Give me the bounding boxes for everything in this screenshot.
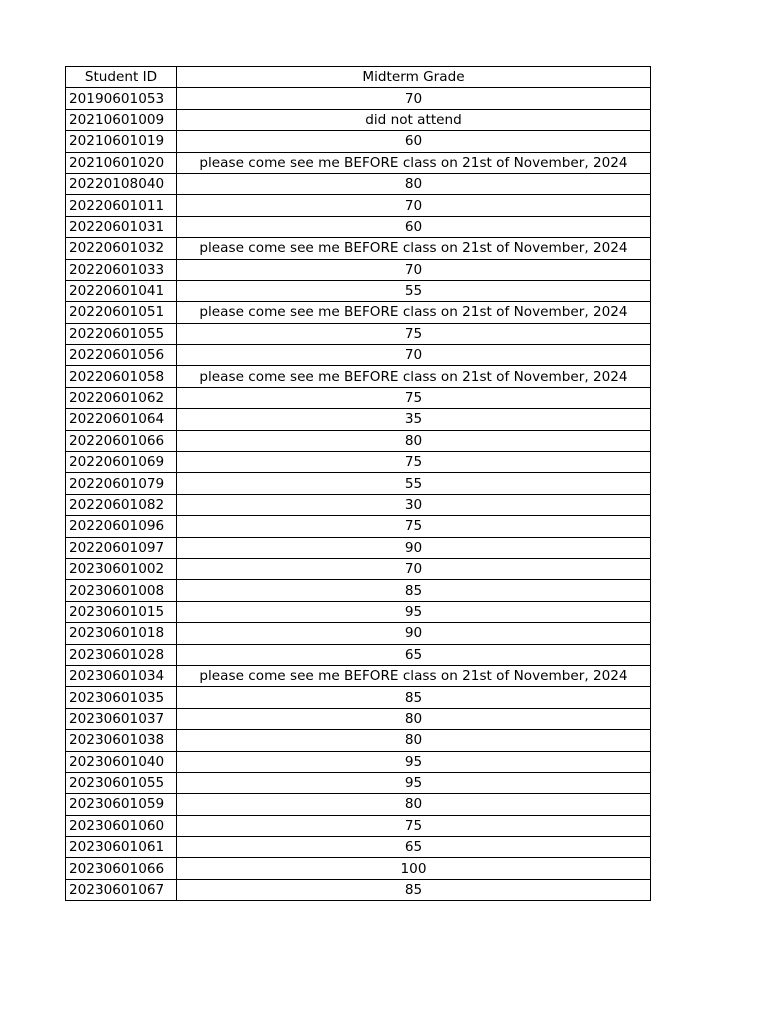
- student-id-cell: 20220601062: [66, 387, 177, 408]
- student-id-cell: 20210601009: [66, 109, 177, 130]
- midterm-grade-cell: 70: [177, 88, 651, 109]
- table-row: [66, 302, 651, 323]
- student-id-cell: 20220601041: [66, 280, 177, 301]
- table-row: [66, 452, 651, 473]
- table-row: [66, 409, 651, 430]
- table-row: [66, 644, 651, 665]
- student-id-cell: 20230601038: [66, 730, 177, 751]
- table-row: [66, 751, 651, 772]
- student-id-cell: 20230601061: [66, 837, 177, 858]
- table-row: [66, 195, 651, 216]
- student-id-cell: 20230601055: [66, 772, 177, 793]
- table-row: [66, 601, 651, 622]
- midterm-grade-cell: please come see me BEFORE class on 21st of November, 2024: [177, 152, 651, 173]
- midterm-grade-cell: 100: [177, 858, 651, 879]
- midterm-grade-header: Midterm Grade: [177, 67, 651, 88]
- midterm-grade-cell: 55: [177, 280, 651, 301]
- student-id-cell: 20230601008: [66, 580, 177, 601]
- midterm-grade-cell: 55: [177, 473, 651, 494]
- table-header: [66, 67, 651, 88]
- student-id-cell: 20230601018: [66, 623, 177, 644]
- midterm-grade-cell: 75: [177, 323, 651, 344]
- table-row: [66, 430, 651, 451]
- table-row: [66, 259, 651, 280]
- student-id-cell: 20220601051: [66, 302, 177, 323]
- midterm-grade-cell: 95: [177, 751, 651, 772]
- midterm-grade-cell: 75: [177, 815, 651, 836]
- table-row: [66, 879, 651, 900]
- midterm-grade-cell: please come see me BEFORE class on 21st of November, 2024: [177, 366, 651, 387]
- student-id-cell: 20220108040: [66, 173, 177, 194]
- student-id-cell: 20230601066: [66, 858, 177, 879]
- student-id-cell: 20230601059: [66, 794, 177, 815]
- table-row: [66, 473, 651, 494]
- table-row: [66, 345, 651, 366]
- student-id-cell: 20220601079: [66, 473, 177, 494]
- midterm-grade-cell: 75: [177, 387, 651, 408]
- table-row: [66, 794, 651, 815]
- student-id-cell: 20220601032: [66, 238, 177, 259]
- midterm-grade-cell: please come see me BEFORE class on 21st of November, 2024: [177, 302, 651, 323]
- midterm-grade-cell: 70: [177, 195, 651, 216]
- student-id-cell: 20220601055: [66, 323, 177, 344]
- midterm-grade-cell: please come see me BEFORE class on 21st of November, 2024: [177, 238, 651, 259]
- table-row: [66, 238, 651, 259]
- table-row: [66, 708, 651, 729]
- student-id-cell: 20220601033: [66, 259, 177, 280]
- midterm-grade-cell: 80: [177, 430, 651, 451]
- midterm-grade-cell: 95: [177, 601, 651, 622]
- student-id-cell: 20210601019: [66, 131, 177, 152]
- student-id-cell: 20230601028: [66, 644, 177, 665]
- midterm-grade-cell: 80: [177, 794, 651, 815]
- midterm-grade-cell: 70: [177, 259, 651, 280]
- student-id-cell: 20220601096: [66, 516, 177, 537]
- student-id-cell: 20230601040: [66, 751, 177, 772]
- midterm-grade-cell: 60: [177, 131, 651, 152]
- midterm-grade-cell: 65: [177, 644, 651, 665]
- table-row: [66, 88, 651, 109]
- midterm-grade-cell: did not attend: [177, 109, 651, 130]
- midterm-grade-cell: 75: [177, 452, 651, 473]
- midterm-grade-cell: 90: [177, 623, 651, 644]
- student-id-cell: 20230601037: [66, 708, 177, 729]
- student-id-cell: 20220601069: [66, 452, 177, 473]
- table-row: [66, 516, 651, 537]
- table-row: [66, 772, 651, 793]
- table-row: [66, 280, 651, 301]
- table-row: [66, 858, 651, 879]
- table-row: [66, 687, 651, 708]
- student-id-cell: 20230601015: [66, 601, 177, 622]
- student-id-cell: 20210601020: [66, 152, 177, 173]
- table-row: [66, 580, 651, 601]
- header-row: [66, 67, 651, 88]
- midterm-grade-cell: 60: [177, 216, 651, 237]
- table-row: [66, 131, 651, 152]
- table-row: [66, 387, 651, 408]
- midterm-grade-cell: 65: [177, 837, 651, 858]
- midterm-grade-cell: 80: [177, 173, 651, 194]
- table-row: [66, 837, 651, 858]
- table-row: [66, 494, 651, 515]
- grades-table: [65, 66, 651, 901]
- student-id-cell: 20220601082: [66, 494, 177, 515]
- table-body: [66, 88, 651, 901]
- table-row: [66, 665, 651, 686]
- midterm-grade-cell: 75: [177, 516, 651, 537]
- midterm-grade-cell: 85: [177, 580, 651, 601]
- student-id-header: Student ID: [66, 67, 177, 88]
- table-row: [66, 815, 651, 836]
- midterm-grade-cell: 85: [177, 879, 651, 900]
- student-id-cell: 20190601053: [66, 88, 177, 109]
- table-row: [66, 730, 651, 751]
- table-row: [66, 152, 651, 173]
- midterm-grade-cell: 85: [177, 687, 651, 708]
- table-row: [66, 173, 651, 194]
- midterm-grade-cell: 80: [177, 708, 651, 729]
- midterm-grade-cell: 80: [177, 730, 651, 751]
- student-id-cell: 20230601002: [66, 558, 177, 579]
- table-row: [66, 216, 651, 237]
- midterm-grade-cell: 30: [177, 494, 651, 515]
- midterm-grade-cell: 35: [177, 409, 651, 430]
- midterm-grade-cell: 70: [177, 558, 651, 579]
- student-id-cell: 20230601067: [66, 879, 177, 900]
- student-id-cell: 20220601031: [66, 216, 177, 237]
- student-id-cell: 20220601056: [66, 345, 177, 366]
- table-row: [66, 323, 651, 344]
- table-row: [66, 558, 651, 579]
- midterm-grade-cell: 90: [177, 537, 651, 558]
- student-id-cell: 20230601035: [66, 687, 177, 708]
- midterm-grade-cell: 70: [177, 345, 651, 366]
- midterm-grade-cell: please come see me BEFORE class on 21st of November, 2024: [177, 665, 651, 686]
- student-id-cell: 20230601060: [66, 815, 177, 836]
- student-id-cell: 20220601011: [66, 195, 177, 216]
- student-id-cell: 20220601066: [66, 430, 177, 451]
- table-row: [66, 366, 651, 387]
- table-row: [66, 109, 651, 130]
- student-id-cell: 20220601064: [66, 409, 177, 430]
- table-row: [66, 537, 651, 558]
- student-id-cell: 20230601034: [66, 665, 177, 686]
- midterm-grade-cell: 95: [177, 772, 651, 793]
- table-row: [66, 623, 651, 644]
- student-id-cell: 20220601058: [66, 366, 177, 387]
- student-id-cell: 20220601097: [66, 537, 177, 558]
